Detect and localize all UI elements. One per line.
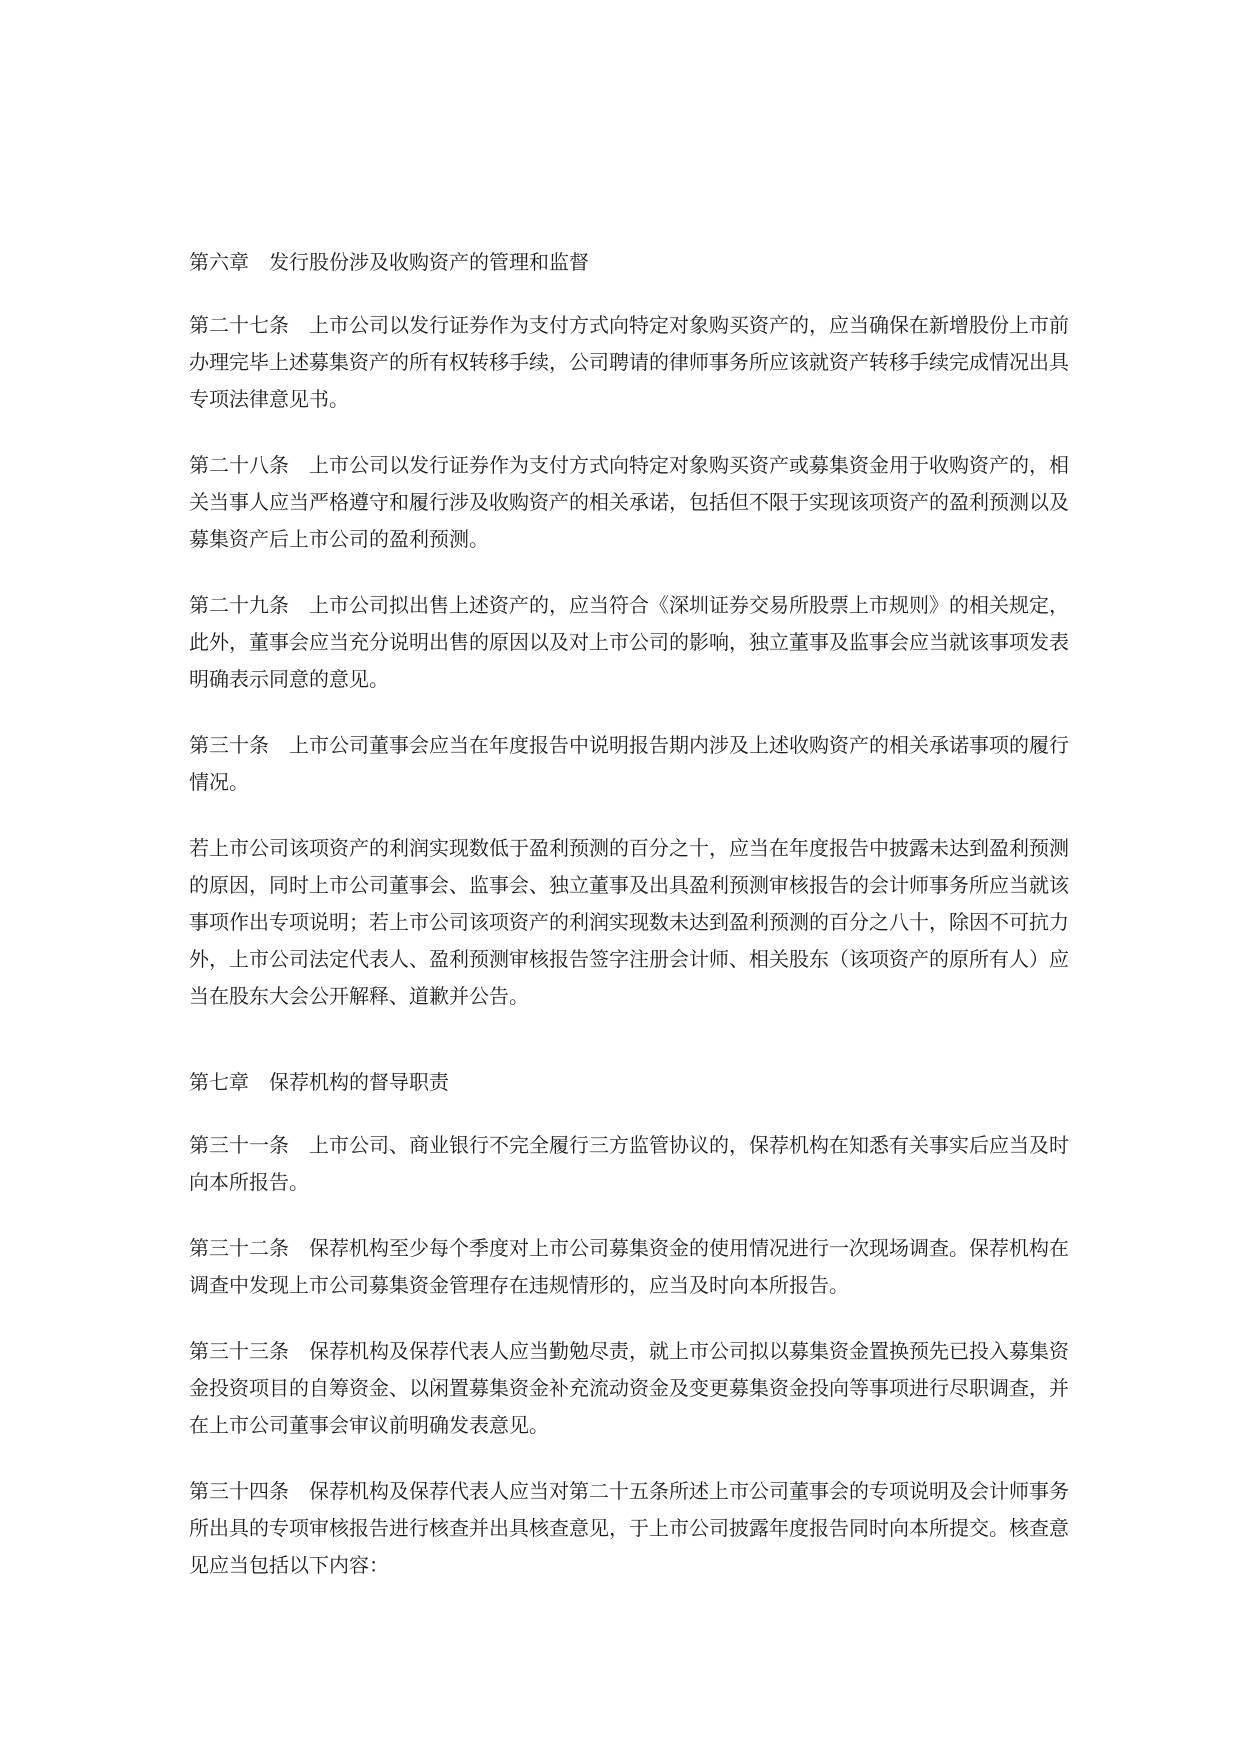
article-28: 第二十八条 上市公司以发行证券作为支付方式向特定对象购买资产或募集资金用于收购资产的，相关当事人应当严格遵守和履行涉及收购资产的相关承诺，包括但不限于实现该项资产的盈利预测以及募集资产后上市公司的盈利预测。 [189, 453, 1069, 551]
chapter-7-section [189, 1066, 1069, 1584]
chapter-6-section [189, 246, 1069, 1015]
article-27: 第二十七条 上市公司以发行证券作为支付方式向特定对象购买资产的，应当确保在新增股份上市前办理完毕上述募集资产的所有权转移手续，公司聘请的律师事务所应该就资产转移手续完成情况出具专项法律意见书。 [189, 313, 1069, 411]
article-34: 第三十四条 保荐机构及保荐代表人应当对第二十五条所述上市公司董事会的专项说明及会计师事务所出具的专项审核报告进行核查并出具核查意见，于上市公司披露年度报告同时向本所提交。核查意见应当包括以下内容： [189, 1479, 1069, 1577]
article-30: 第三十条 上市公司董事会应当在年度报告中说明报告期内涉及上述收购资产的相关承诺事项的履行情况。 [189, 733, 1069, 794]
chapter-6-title: 第六章 发行股份涉及收购资产的管理和监督 [189, 250, 589, 274]
article-33: 第三十三条 保荐机构及保荐代表人应当勤勉尽责，就上市公司拟以募集资金置换预先已投入募集资金投资项目的自筹资金、以闲置募集资金补充流动资金及变更募集资金投向等事项进行尽职调查，并在上市公司董事会审议前明确发表意见。 [189, 1339, 1069, 1437]
article-31: 第三十一条 上市公司、商业银行不完全履行三方监管协议的，保荐机构在知悉有关事实后应当及时向本所报告。 [189, 1133, 1069, 1194]
article-29: 第二十九条 上市公司拟出售上述资产的，应当符合《深圳证券交易所股票上市规则》的相关规定，此外，董事会应当充分说明出售的原因以及对上市公司的影响，独立董事及监事会应当就该事项发表明确表示同意的意见。 [189, 593, 1069, 691]
chapter-7-title: 第七章 保荐机构的督导职责 [189, 1070, 449, 1094]
article-32: 第三十二条 保荐机构至少每个季度对上市公司募集资金的使用情况进行一次现场调查。保荐机构在调查中发现上市公司募集资金管理存在违规情形的，应当及时向本所报告。 [189, 1236, 1069, 1297]
article-30-supplement: 若上市公司该项资产的利润实现数低于盈利预测的百分之十，应当在年度报告中披露未达到盈利预测的原因，同时上市公司董事会、监事会、独立董事及出具盈利预测审核报告的会计师事务所应当就该事项作出专项说明；若上市公司该项资产的利润实现数未达到盈利预测的百分之八十，除因不可抗力外，上市公司法定代表人、盈利预测审核报告签字注册会计师、相关股东（该项资产的原所有人）应当在股东大会公开解释、道歉并公告。 [189, 836, 1069, 1008]
